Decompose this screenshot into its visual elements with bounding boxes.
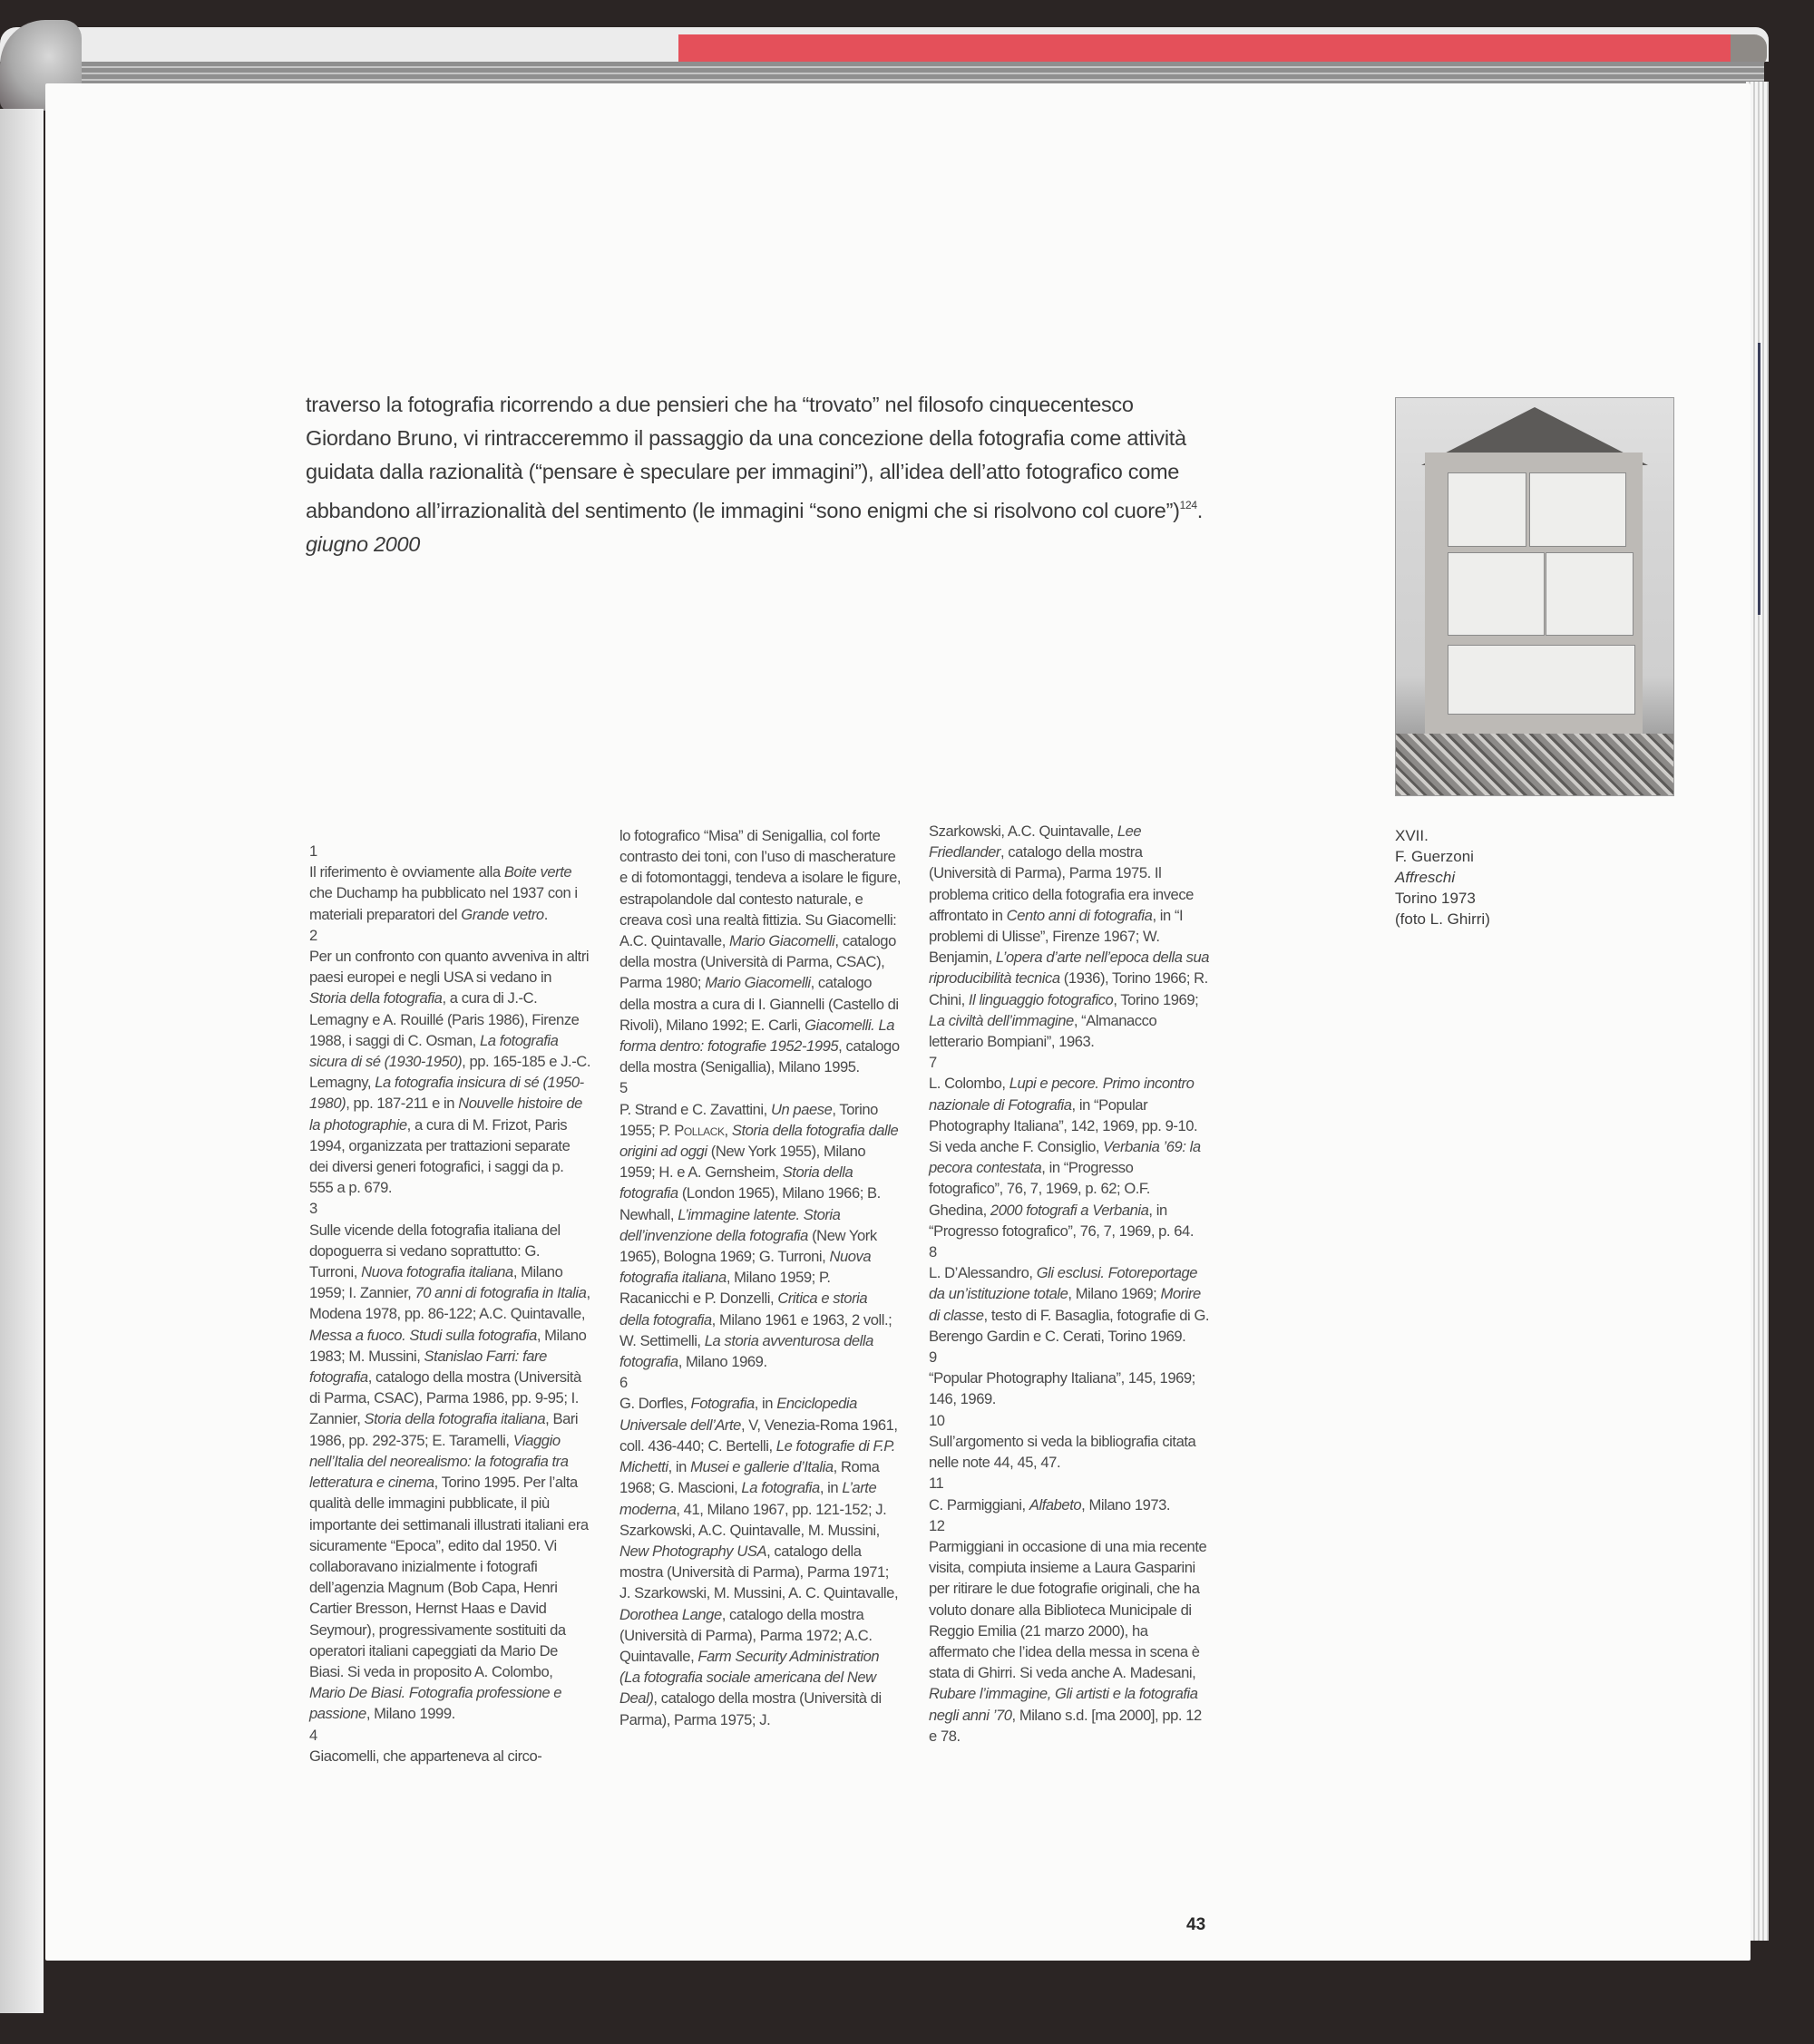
note-text: Szarkowski, A.C. Quintavalle, Lee Friedlander, catalogo della mostra (Università di Parma), Parma 1975. Il problema critico della fotografia era invece affrontato in Cento anni di fotografia, in “I problemi di Ulisse”, Firenze 1967; W. Benjamin, L’opera d’arte nell’epoca della sua riproducibilità tecnica (1936), Torino 1966; R. Chini, Il linguaggio fotografico, Torino 1969; La civiltà dell’immagine, “Almanacco letterario Bompiani”, 1963. <box>929 822 1210 1051</box>
note-8 <box>929 1241 1210 1347</box>
date-line: giugno 2000 <box>306 532 421 556</box>
bookmark-ribbon <box>1758 343 1760 615</box>
note-number: 9 <box>929 1348 937 1367</box>
note-text: “Popular Photography Italiana”, 145, 1969; 146, 1969. <box>929 1369 1195 1408</box>
note-11 <box>929 1473 1210 1514</box>
note-number: 7 <box>929 1054 937 1072</box>
note-number: 12 <box>929 1516 945 1534</box>
note-number: 10 <box>929 1411 945 1429</box>
note-text: lo fotografico “Misa” di Senigallia, col forte contrasto dei toni, con l’uso di mascherature e di fotomontaggi, tendeva a isolare le figure, estrapolandole dal contesto naturale, e creava così una realtà fittizia. Su Giacomelli: A.C. Quintavalle, Mario Giacomelli, catalogo della mostra (Università di Parma, CSAC), Parma 1980; Mario Giacomelli, catalogo della mostra a cura di I. Giannelli (Castello di Rivoli), Milano 1992; E. Carli, Giacomelli. La forma dentro: fotografie 1952-1995, catalogo della mostra (Senigallia), Milano 1995. <box>619 827 902 1076</box>
caption-credit: (foto L. Ghirri) <box>1395 910 1490 928</box>
note-7 <box>929 1052 1210 1241</box>
note-12 <box>929 1515 1210 1747</box>
note-1 <box>309 841 590 925</box>
note-text: P. Strand e C. Zavattini, Un paese, Torino 1955; P. Pollack, Storia della fotografia dalle origini ad oggi (New York 1955), Milano 1959; H. e A. Gernsheim, Storia della fotografia (London 1965), Milano 1966; B. Newhall, L’immagine latente. Storia dell’invenzione della fotografia (New York 1965), Bologna 1969; G. Turroni, Nuova fotografia italiana, Milano 1959; P. Racanicchi e P. Donzelli, Critica e storia della fotografia, Milano 1961 e 1963, 2 voll.; W. Settimelli, La storia avventurosa della fotografia, Milano 1969. <box>619 1100 899 1371</box>
main-text-block <box>306 388 1213 561</box>
note-text: Il riferimento è ovviamente alla Boite verte che Duchamp ha pubblicato nel 1937 con i materiali preparatori del Grande vetro. <box>309 863 578 923</box>
note-number: 8 <box>929 1243 937 1261</box>
end-punctuation: . <box>1196 499 1203 522</box>
caption-number: XVII. <box>1395 827 1429 844</box>
note-text: L. Colombo, Lupi e pecore. Primo incontro nazionale di Fotografia, in “Popular Photography Italiana”, 142, 1969, pp. 9-10. Si veda anche F. Consiglio, Verbania ’69: la pecora contestata, in “Progresso fotografico”, 76, 7, 1969, p. 62; O.F. Ghedina, 2000 fotografi a Verbania, in “Progresso fotografico”, 76, 7, 1969, p. 64. <box>929 1075 1201 1240</box>
caption-title: Affreschi <box>1395 869 1456 886</box>
figure-caption <box>1395 825 1576 930</box>
note-9 <box>929 1347 1210 1410</box>
note-text: Sulle vicende della fotografia italiana del dopoguerra si vedano soprattutto: G. Turroni, Nuova fotografia italiana, Milano 1959; I. Zannier, 70 anni di fotografia in Italia, Modena 1978, pp. 86-122; A.C. Quintavalle, Messa a fuoco. Studi sulla fotografia, Milano 1983; M. Mussini, Stanislao Farri: fare fotografia, catalogo della mostra (Università di Parma, CSAC), Parma 1986, pp. 9-95; I. Zannier, Storia della fotografia italiana, Bari 1986, pp. 292-375; E. Taramelli, Viaggio nell’Italia del neorealismo: la fotografia tra letteratura e cinema, Torino 1995. Per l’alta qualità delle immagini pubblicate, il più importante dei settimanali illustrati italiani era sicuramente “Epoca”, edito dal 1950. Vi collaboravano inizialmente i fotografi dell’agenzia Magnum (Bob Capa, Henri Cartier Bresson, Hernst Haas e David Seymour), progressivamente sostituiti da operatori italiani capeggiati da Mario De Biasi. Si veda in proposito A. Colombo, Mario De Biasi. Fotografia professione e passione, Milano 1999. <box>309 1221 590 1723</box>
cover-corner <box>1731 34 1767 65</box>
note-text: L. D’Alessandro, Gli esclusi. Fotoreportage da un’istituzione totale, Milano 1969; Morire di classe, testo di F. Basaglia, fotografie di G. Berengo Gardin e C. Cerati, Torino 1969. <box>929 1264 1210 1345</box>
photo-panel <box>1448 552 1545 636</box>
note-number: 5 <box>619 1079 628 1097</box>
caption-author: F. Guerzoni <box>1395 848 1474 865</box>
red-cover-band <box>678 34 1731 62</box>
photo-panel <box>1529 472 1626 547</box>
photo-panel <box>1448 645 1635 715</box>
note-text: C. Parmiggiani, Alfabeto, Milano 1973. <box>929 1495 1171 1514</box>
main-paragraph: traverso la fotografia ricorrendo a due pensieri che ha “trovato” nel filosofo cinquecentesco Giordano Bruno, vi rintracceremmo il passaggio da una concezione della fotografia come attività guidata dalla razionalità (“pensare è speculare per immagini”), all’idea dell’atto fotografico come abbandono all’irrazionalità del sentimento (le immagini “sono enigmi che si risolvono col cuore”) <box>306 393 1186 522</box>
photo-rubble <box>1396 734 1673 796</box>
note-10 <box>929 1410 1210 1474</box>
note-5 <box>619 1077 901 1372</box>
note-text: Giacomelli, che apparteneva al circo- <box>309 1747 542 1765</box>
notes-column-3 <box>929 821 1210 1747</box>
note-number: 4 <box>309 1726 317 1744</box>
note-3 <box>309 1198 590 1724</box>
note-number: 2 <box>309 926 317 944</box>
note-4-start <box>309 1725 590 1767</box>
page-number: 43 <box>1186 1915 1206 1934</box>
note-number: 1 <box>309 842 317 860</box>
photo-panel <box>1448 472 1526 547</box>
note-number: 11 <box>929 1475 944 1493</box>
caption-place-year: Torino 1973 <box>1395 890 1476 907</box>
notes-column-1 <box>309 841 590 1767</box>
note-text: G. Dorfles, Fotografia, in Enciclopedia Universale dell’Arte, V, Venezia-Roma 1961, coll. 436-440; C. Bertelli, Le fotografie di F.P. Michetti, in Musei e gallerie d’Italia, Roma 1968; G. Mascioni, La fotografia, in L’arte moderna, 41, Milano 1967, pp. 121-152; J. Szarkowski, A.C. Quintavalle, M. Mussini, New Photography USA, catalogo della mostra (Università di Parma), Parma 1971; J. Szarkowski, M. Mussini, A. C. Quintavalle, Dorothea Lange, catalogo della mostra (Università di Parma), Parma 1972; A.C. Quintavalle, Farm Security Administration (La fotografia sociale americana del New Deal), catalogo della mostra (Università di Parma), Parma 1975; J. <box>619 1395 899 1728</box>
note-text: Sull’argomento si veda la bibliografia citata nelle note 44, 45, 47. <box>929 1432 1196 1472</box>
note-4-continued <box>619 825 901 1077</box>
photograph-building-facade-icon <box>1395 397 1674 796</box>
notes-column-2 <box>619 825 901 1730</box>
photo-wall <box>1425 453 1643 734</box>
left-page-edge <box>0 109 44 2013</box>
note-6 <box>619 1372 901 1729</box>
note-text: Per un confronto con quanto avveniva in altri paesi europei e negli USA si vedano in Storia della fotografia, a cura di J.-C. Lemagny e A. Rouillé (Paris 1986), Firenze 1988, i saggi di C. Osman, La fotografia sicura di sé (1930-1950), pp. 165-185 e J.-C. Lemagny, La fotografia insicura di sé (1950-1980), pp. 187-211 e in Nouvelle histoire de la photographie, a cura di M. Frizot, Paris 1994, organizzata per trattazioni separate dei diversi generi fotografici, i saggi da p. 555 a p. 679. <box>309 948 590 1197</box>
note-number: 3 <box>309 1200 317 1218</box>
footnote-ref: 124 <box>1179 499 1197 511</box>
photo-panel <box>1546 552 1634 636</box>
note-number: 6 <box>619 1374 628 1392</box>
note-6-continued <box>929 821 1210 1052</box>
note-2 <box>309 925 590 1199</box>
note-text: Parmiggiani in occasione di una mia recente visita, compiuta insieme a Laura Gasparini per ritirare le due fotografie originali, che ha voluto donare alla Biblioteca Municipale di Reggio Emilia (21 marzo 2000), ha affermato che l’idea della messa in scena è stata di Ghirri. Si veda anche A. Madesani, Rubare l’immagine, Gli artisti e la fotografia negli anni ’70, Milano s.d. [ma 2000], pp. 12 e 78. <box>929 1537 1207 1745</box>
